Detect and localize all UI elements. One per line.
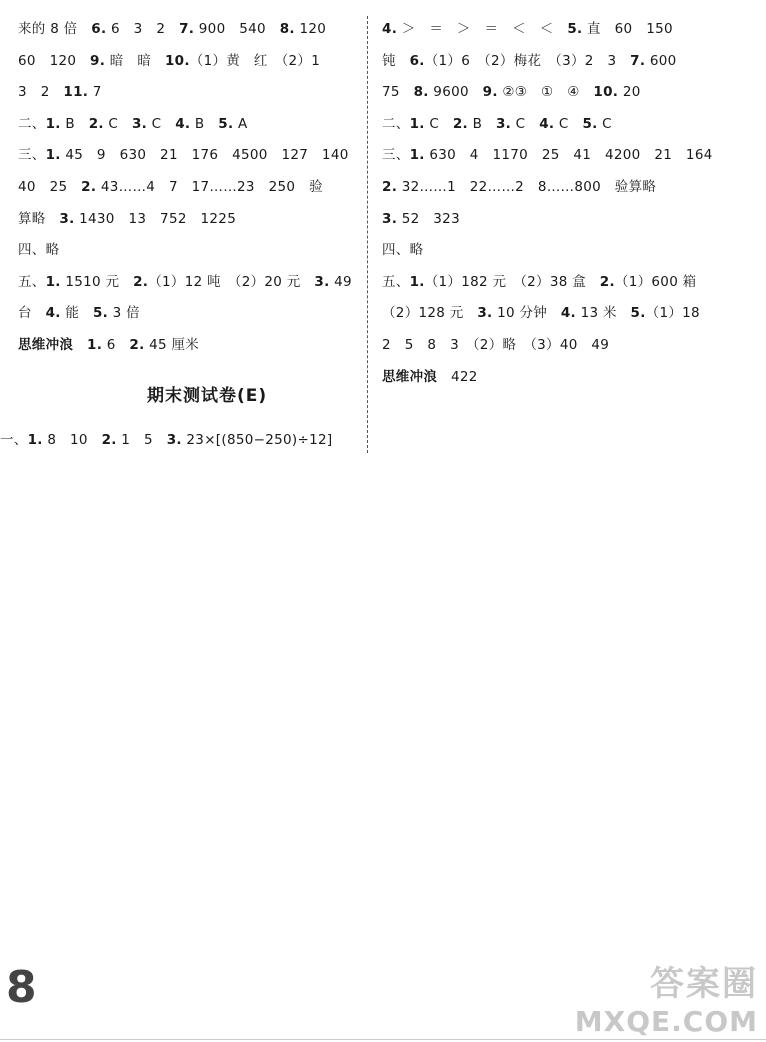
- page-number: 8: [6, 962, 37, 1013]
- right-answer-line: 2. 32……1 22……2 8……800 验算略: [382, 178, 657, 195]
- left-answer-line: 二、1. B 2. C 3. C 4. B 5. A: [18, 115, 248, 132]
- left-answer-line: 思维冲浪 1. 6 2. 45 厘米: [18, 336, 200, 353]
- right-answer-line: 75 8. 9600 9. ②③ ① ④ 10. 20: [382, 84, 641, 101]
- right-answer-line: 钝 6.（1）6 （2）梅花 （3）2 3 7. 600: [382, 52, 677, 69]
- left-answer-line: 60 120 9. 暗 暗 10.（1）黄 红 （2）1: [18, 52, 321, 69]
- watermark-bottom: MXQE.COM: [574, 1005, 758, 1038]
- bottom-rule: [0, 1039, 766, 1040]
- right-answer-line: 二、1. C 2. B 3. C 4. C 5. C: [382, 115, 612, 132]
- left-column: [18, 14, 358, 362]
- left-answer-line: 台 4. 能 5. 3 倍: [18, 305, 140, 322]
- watermark-top: 答案圈: [650, 964, 758, 1004]
- left-answer-line: 五、1. 1510 元 2.（1）12 吨 （2）20 元 3. 49: [18, 273, 352, 290]
- right-answer-line: 四、略: [382, 242, 424, 259]
- right-answer-line: 4. ＞ ＝ ＞ ＝ ＜ ＜ 5. 直 60 150: [382, 21, 673, 37]
- watermark-logo: [575, 956, 758, 1038]
- right-column: [382, 14, 732, 393]
- left-answer-line: 一、1. 8 10 2. 1 5 3. 23×[(850−250)÷12]: [0, 432, 333, 448]
- left-answer-line: 3 2 11. 7: [18, 84, 102, 101]
- left-answer-line: 三、1. 45 9 630 21 176 4500 127 140: [18, 147, 349, 164]
- section-heading: 期末测试卷(E): [147, 386, 268, 406]
- left-answer-line: 四、略: [18, 242, 60, 259]
- left-answer-line: 算略 3. 1430 13 752 1225: [18, 210, 237, 227]
- right-answer-line: 五、1.（1）182 元 （2）38 盒 2.（1）600 箱: [382, 273, 697, 290]
- right-answer-line: 3. 52 323: [382, 210, 460, 227]
- left-answer-line: 来的 8 倍 6. 6 3 2 7. 900 540 8. 120: [18, 21, 327, 37]
- left-column-bottom: [0, 425, 332, 457]
- column-divider: [367, 16, 368, 453]
- left-answer-line: 40 25 2. 43……4 7 17……23 250 验: [18, 178, 323, 195]
- right-answer-line: 2 5 8 3 （2）略 （3）40 49: [382, 336, 610, 353]
- right-answer-line: （2）128 元 3. 10 分钟 4. 13 米 5.（1）18: [382, 305, 700, 322]
- right-answer-line: 思维冲浪 422: [382, 368, 478, 385]
- right-answer-line: 三、1. 630 4 1170 25 41 4200 21 164: [382, 147, 713, 164]
